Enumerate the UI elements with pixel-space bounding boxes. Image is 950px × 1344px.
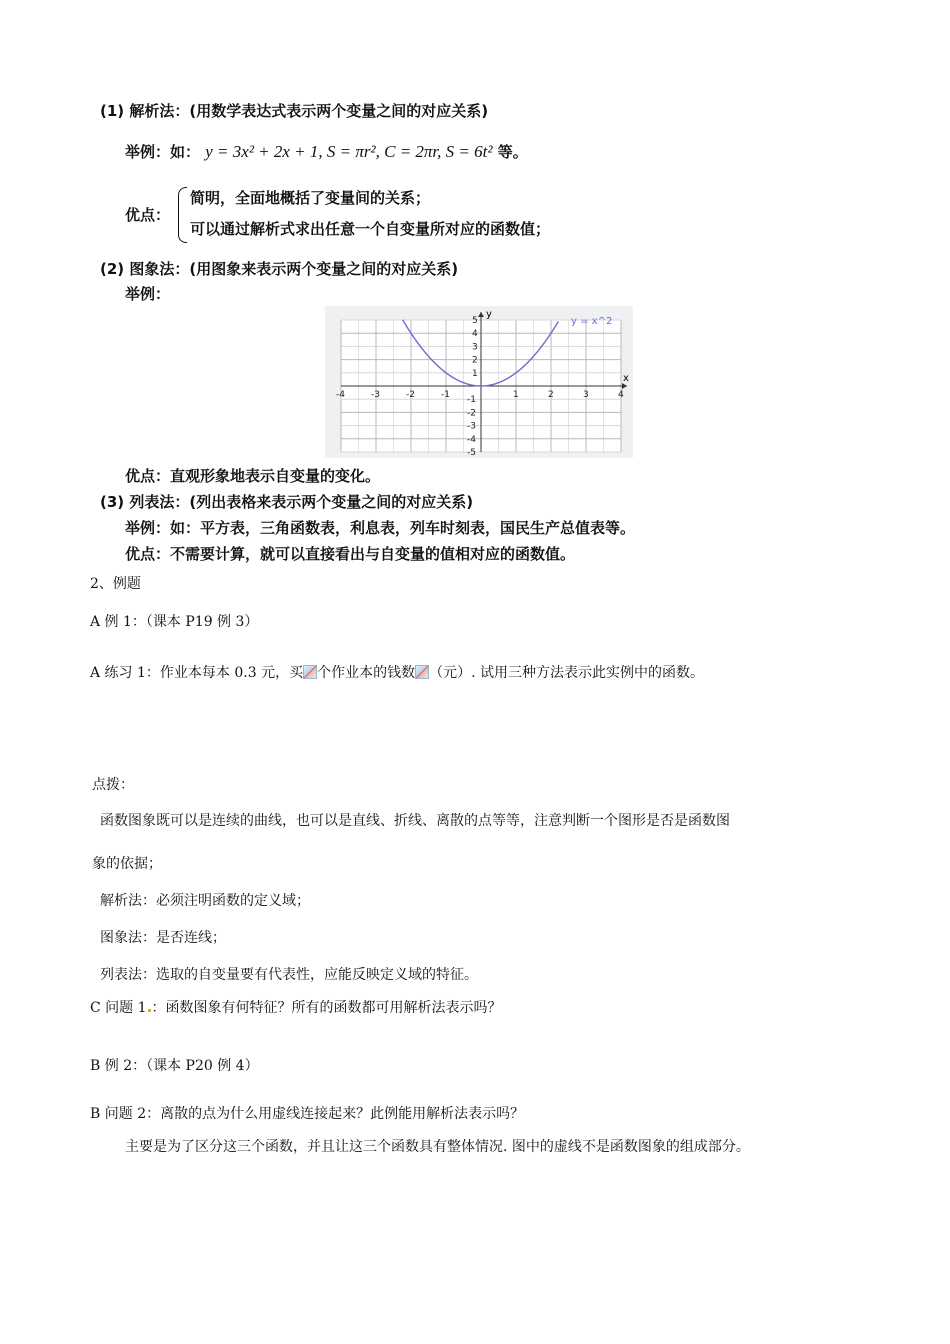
formula-image-icon — [415, 665, 429, 679]
a-exercise-1-pre: A 练习 1：作业本每本 0.3 元，买 — [90, 665, 304, 681]
advantage-item-2: 可以通过解析式求出任意一个自变量所对应的函数值； — [190, 220, 551, 238]
brace-icon — [178, 187, 187, 243]
examples-heading: 2、例题 — [90, 576, 141, 592]
x-axis-label: x — [623, 373, 629, 384]
section3-example: 举例：如：平方表，三角函数表，利息表，列车时刻表，国民生产总值表等。 — [125, 519, 636, 537]
y-axis-label: y — [486, 309, 492, 320]
advantage-item-1: 简明，全面地概括了变量间的关系； — [190, 189, 431, 207]
section2-example-label: 举例： — [125, 285, 171, 303]
hint-line-1: 函数图象既可以是连续的曲线，也可以是直线、折线、离散的点等等，注意判断一个图形是否是函数图 — [100, 813, 730, 829]
b-question-2: B 问题 2：离散的点为什么用虚线连接起来？此例能用解析法表示吗？ — [90, 1106, 525, 1122]
x-tick-label: -4 — [336, 390, 345, 400]
example-suffix: 等。 — [497, 143, 528, 161]
x-tick-label: -1 — [441, 390, 450, 400]
y-tick-label: 1 — [472, 368, 478, 379]
x-tick-label: -2 — [406, 390, 415, 400]
advantage-label: 优点： — [125, 206, 171, 224]
x-tick-label: 2 — [548, 390, 554, 400]
section1-example — [125, 141, 528, 162]
section2-title: (2) 图象法：(用图象来表示两个变量之间的对应关系) — [100, 260, 459, 278]
y-tick-label: -4 — [467, 434, 476, 445]
text-cursor-mark — [148, 1009, 151, 1012]
section1-title: (1) 解析法：(用数学表达式表示两个变量之间的对应关系) — [100, 102, 489, 120]
y-tick-label: 4 — [472, 329, 478, 340]
parabola-chart — [325, 306, 633, 458]
x-tick-label: 4 — [618, 390, 624, 400]
y-tick-label: -5 — [467, 448, 476, 458]
b-example-2: B 例 2：（课本 P20 例 4） — [90, 1058, 259, 1074]
y-tick-label: -3 — [467, 421, 476, 432]
example-label: 举例：如： — [125, 143, 201, 161]
section2-advantage: 优点：直观形象地表示自变量的变化。 — [125, 467, 381, 485]
example-formula: y = 3x² + 2x + 1, S = πr², C = 2πr, S = 6t² — [205, 142, 493, 161]
y-tick-label: 2 — [472, 355, 478, 366]
x-tick-label: 3 — [583, 390, 589, 400]
c-question-1-pre: C 问题 1 — [90, 1000, 147, 1016]
x-tick-label: -3 — [371, 390, 380, 400]
hint-graph: 图象法：是否连线； — [100, 930, 226, 946]
c-question-1-post: ：函数图象有何特征？所有的函数都可用解析法表示吗？ — [151, 1000, 502, 1016]
hint-line-2: 象的依据； — [92, 856, 162, 872]
b-answer: 主要是为了区分这三个函数，并且让这三个函数具有整体情况. 图中的虚线不是函数图象的组成部分。 — [125, 1139, 750, 1155]
a-exercise-1 — [90, 662, 704, 682]
x-tick-label: 1 — [513, 390, 519, 400]
section3-title: (3) 列表法：(列出表格来表示两个变量之间的对应关系) — [100, 493, 474, 511]
y-tick-label: 3 — [472, 342, 478, 353]
a-example-1: A 例 1：（课本 P19 例 3） — [90, 614, 259, 630]
hint-label: 点拨： — [92, 777, 134, 793]
y-tick-label: -2 — [467, 408, 476, 419]
a-exercise-1-mid: 个作业本的钱数 — [317, 665, 416, 681]
hint-analytic: 解析法：必须注明函数的定义域； — [100, 893, 310, 909]
series-legend: y = x^2 — [571, 316, 613, 327]
section3-advantage: 优点：不需要计算，就可以直接看出与自变量的值相对应的函数值。 — [125, 545, 576, 563]
formula-image-icon — [303, 665, 317, 679]
a-exercise-1-post: （元）. 试用三种方法表示此实例中的函数。 — [429, 665, 704, 681]
y-tick-label: 5 — [472, 316, 478, 326]
hint-table: 列表法：选取的自变量要有代表性，应能反映定义域的特征。 — [100, 967, 478, 983]
c-question-1 — [90, 997, 502, 1017]
y-tick-label: -1 — [467, 395, 476, 406]
